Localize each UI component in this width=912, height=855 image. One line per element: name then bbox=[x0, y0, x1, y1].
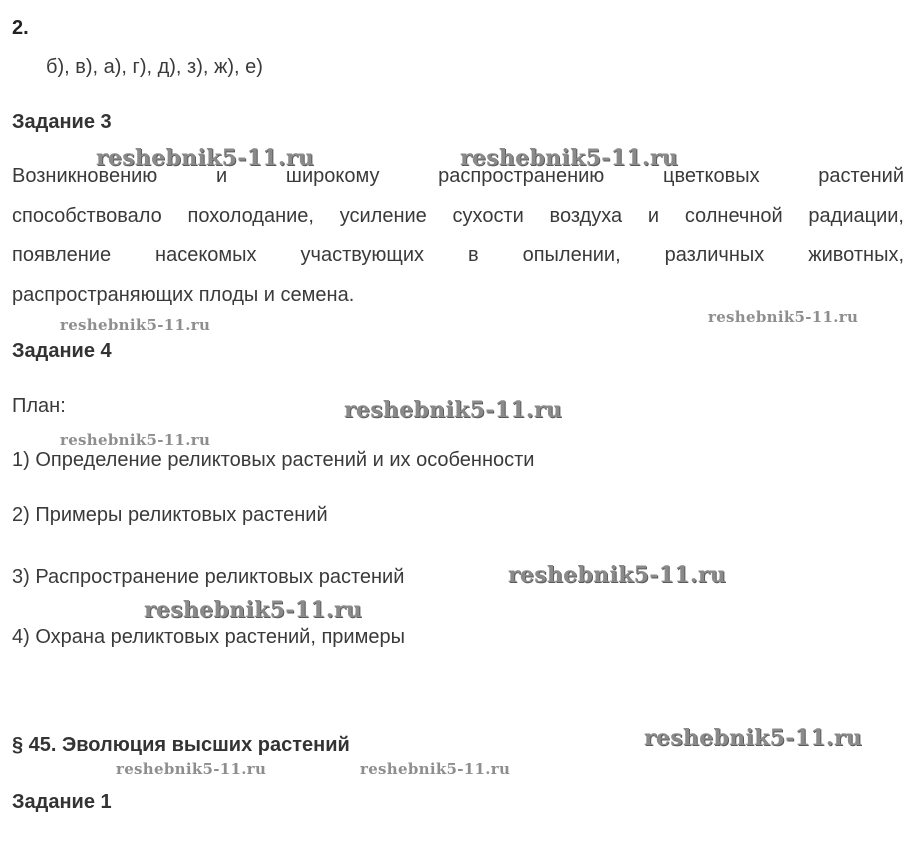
section-title: § 45. Эволюция высших растений bbox=[12, 734, 350, 756]
watermark: reshebnik5-11.ru bbox=[460, 145, 679, 171]
plan-item-1: 1) Определение реликтовых растений и их особенности bbox=[12, 449, 535, 471]
plan-label: План: bbox=[12, 395, 66, 417]
watermark: reshebnik5-11.ru bbox=[644, 725, 863, 751]
task3-line-1: Возникновению и широкому распространению цветковых растений bbox=[12, 165, 904, 187]
plan-item-2: 2) Примеры реликтовых растений bbox=[12, 504, 328, 526]
watermark: reshebnik5-11.ru bbox=[708, 308, 859, 326]
watermark: reshebnik5-11.ru bbox=[144, 597, 363, 623]
watermark: reshebnik5-11.ru bbox=[116, 760, 267, 778]
watermark: reshebnik5-11.ru bbox=[344, 397, 563, 423]
task1-heading: Задание 1 bbox=[12, 791, 112, 813]
answer-line: б), в), а), г), д), з), ж), е) bbox=[46, 56, 263, 78]
plan-item-4: 4) Охрана реликтовых растений, примеры bbox=[12, 626, 405, 648]
item-number: 2. bbox=[12, 17, 29, 39]
plan-item-3: 3) Распространение реликтовых растений bbox=[12, 566, 405, 588]
task3-line-4: распространяющих плоды и семена. bbox=[12, 284, 355, 306]
watermark: reshebnik5-11.ru bbox=[508, 562, 727, 588]
watermark: reshebnik5-11.ru bbox=[60, 316, 211, 334]
task3-heading: Задание 3 bbox=[12, 111, 112, 133]
task3-line-2: способствовало похолодание, усиление сухости воздуха и солнечной радиации, bbox=[12, 205, 904, 227]
task3-line-3: появление насекомых участвующих в опылении, различных животных, bbox=[12, 244, 904, 266]
watermark: reshebnik5-11.ru bbox=[60, 431, 211, 449]
task4-heading: Задание 4 bbox=[12, 340, 112, 362]
watermark: reshebnik5-11.ru bbox=[360, 760, 511, 778]
watermark: reshebnik5-11.ru bbox=[96, 145, 315, 171]
